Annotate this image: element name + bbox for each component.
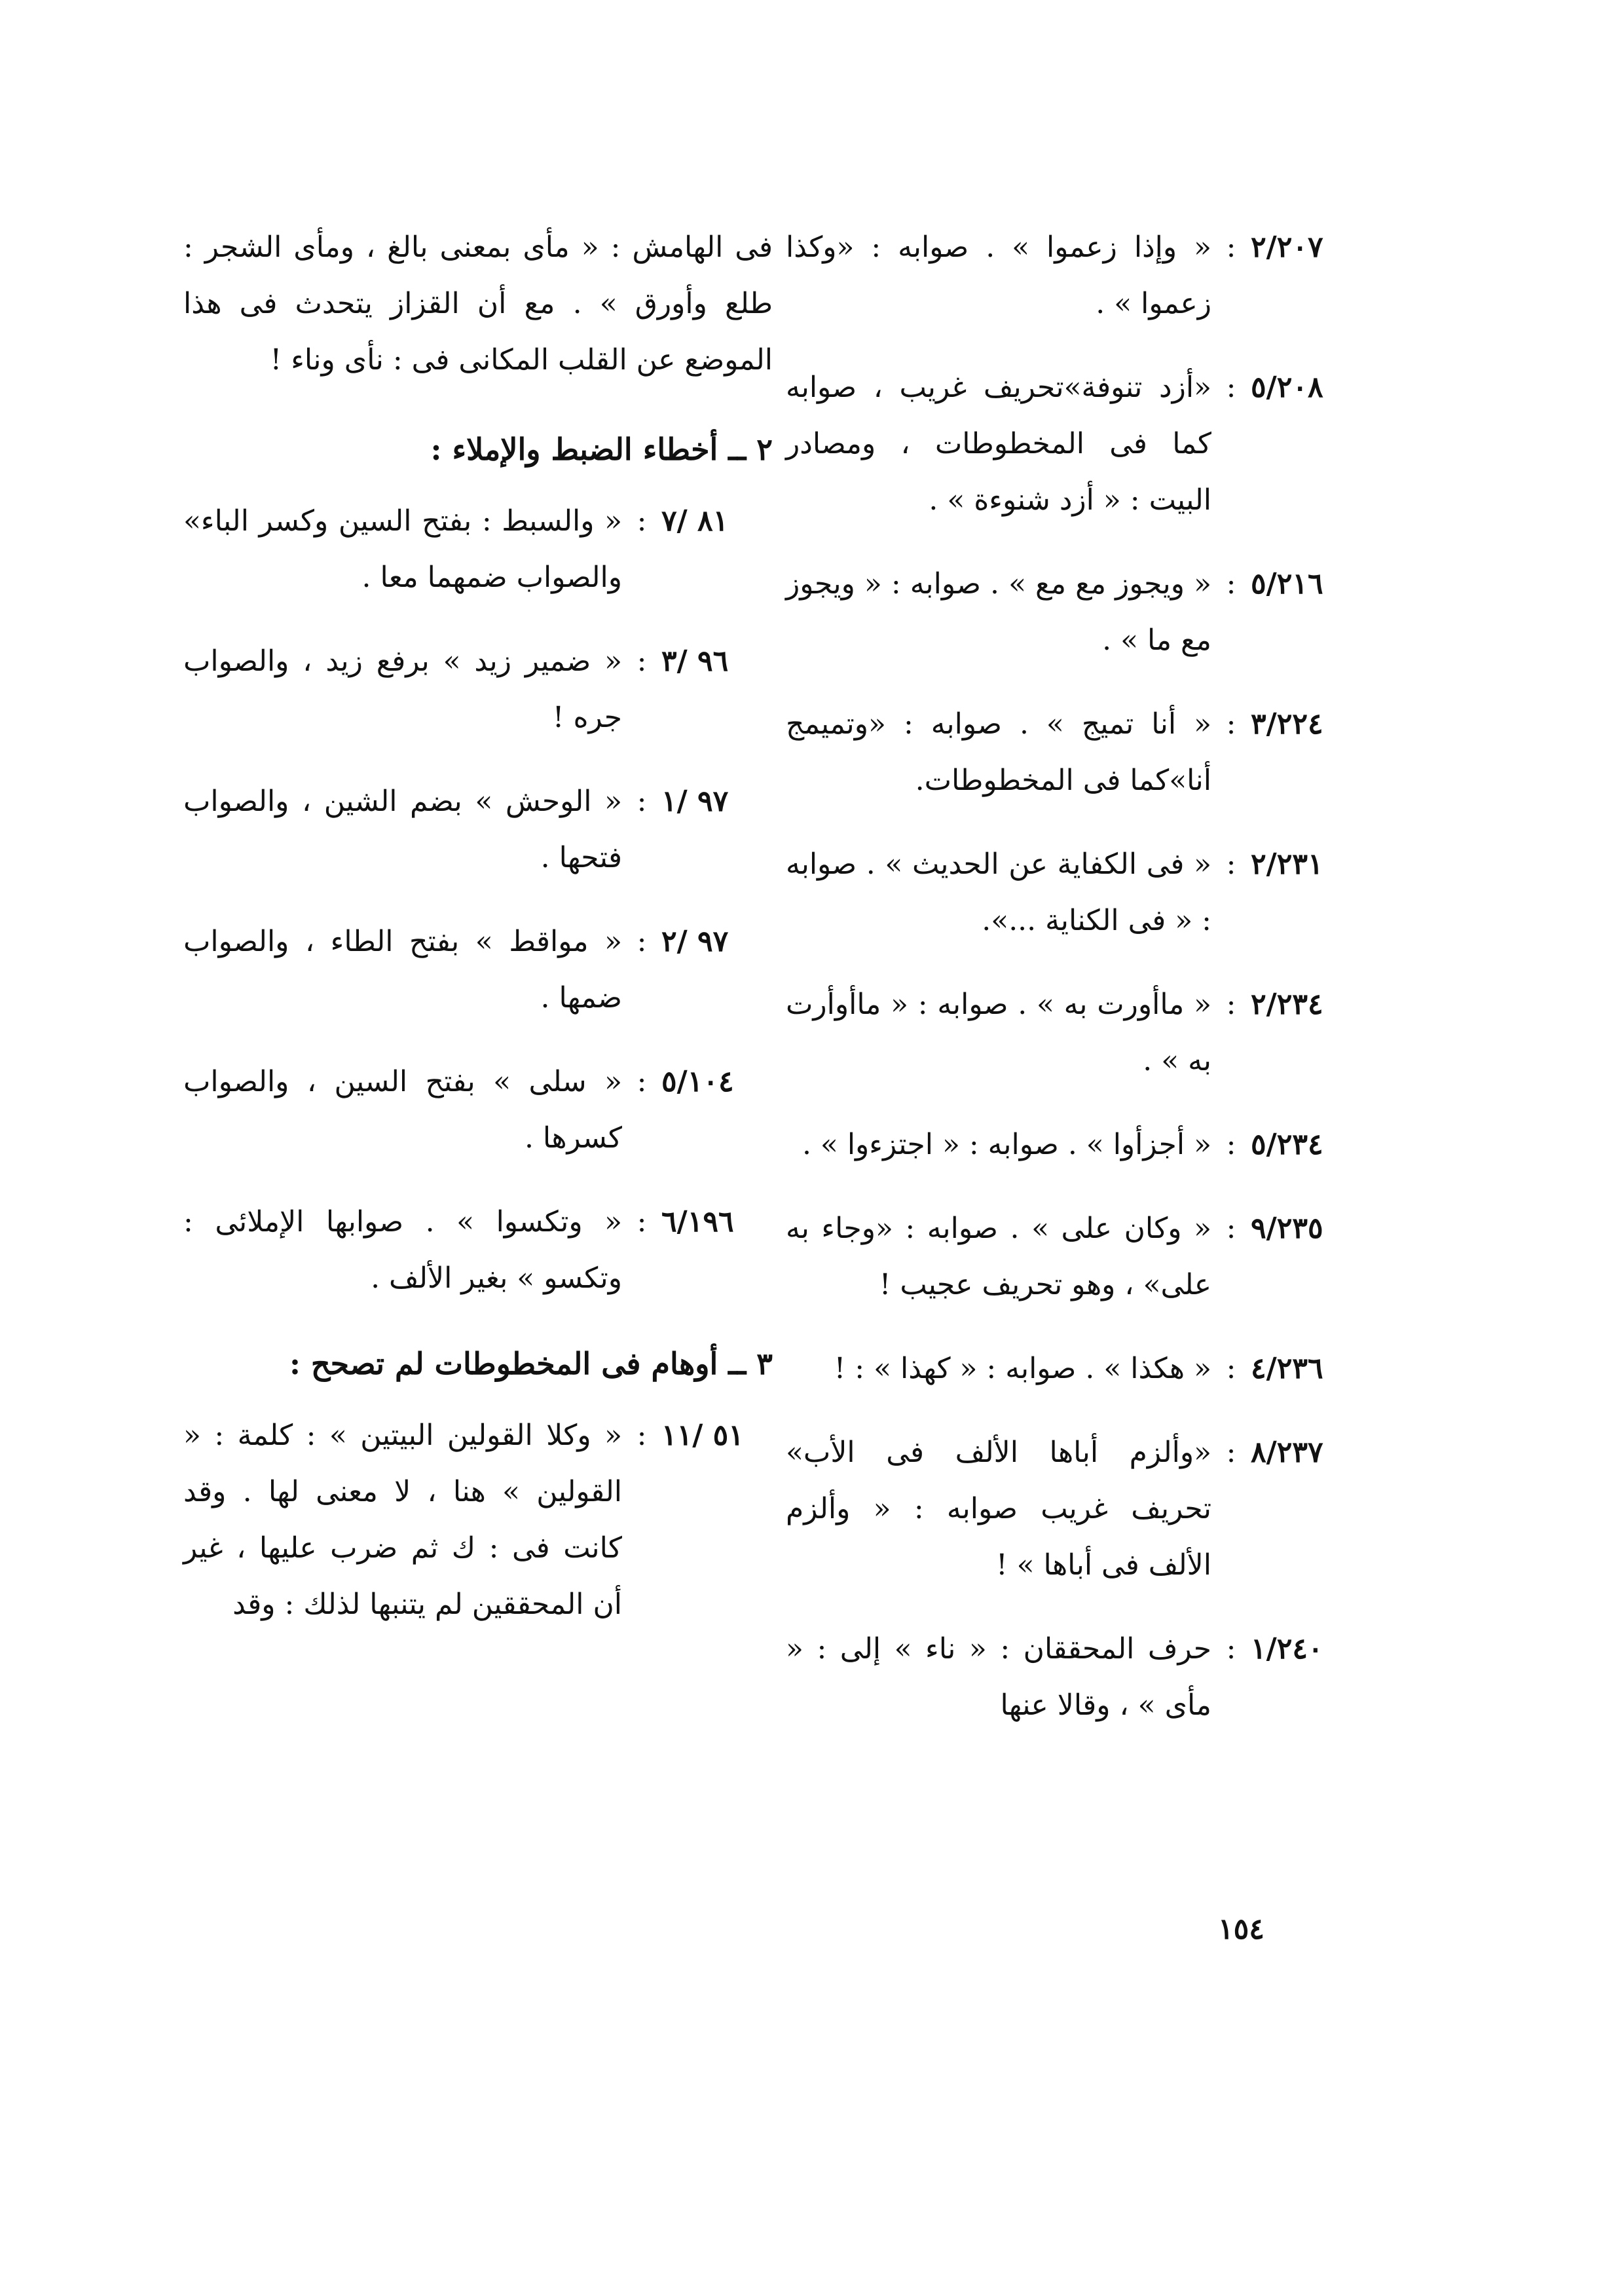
entry-ref: ١/٢٤٠ [1251, 1632, 1323, 1666]
entry-ref: ٥١ /١١ [661, 1419, 744, 1452]
entry-colon: : [1226, 1212, 1236, 1245]
entry-colon: : [637, 504, 647, 538]
list-item [786, 1201, 1362, 1313]
list-item [786, 696, 1362, 809]
entry-ref: ٩٧ /٢ [661, 925, 729, 958]
entry-text: « ضمير زيد » برفع زيد ، والصواب جره ! [183, 644, 622, 734]
list-item [786, 836, 1362, 949]
entry-ref: ٩٦ /٣ [661, 644, 729, 678]
page-number: ١٥٤ [1218, 1912, 1264, 1946]
list-item [183, 1194, 773, 1307]
entry-colon: : [1226, 988, 1236, 1021]
entry-text: « وكلا القولين البيتين » : كلمة : « القولين » هنا ، لا معنى لها . وقد كانت فى : ك ثم ضرب عليها ، غير أن المحققين لم يتنبها لذلك : وقد [183, 1419, 622, 1621]
section-heading: ٣ ــ أوهام فى المخطوطات لم تصحح : [289, 1346, 773, 1381]
entry-ref: ٨١ /٧ [661, 504, 729, 538]
entry-text: «أزد تنوفة»تحريف غريب ، صوابه كما فى المخطوطات ، ومصادر البيت : « أزد شنوءة » . [786, 371, 1211, 517]
list-item [786, 556, 1362, 669]
entry-text: « وتكسوا » . صوابها الإملائى : وتكسو » بغير الألف . [183, 1205, 622, 1295]
entry-ref: ٢/٢٣١ [1251, 848, 1323, 881]
right-column [786, 219, 1362, 1761]
entry-ref: ٢/٢٠٧ [1251, 231, 1323, 264]
entry-text: « أجزأوا » . صوابه : « اجتزءوا » . [802, 1128, 1211, 1161]
entry-text: « وكان على » . صوابه : «وجاء به على» ، وهو تحريف عجيب ! [786, 1212, 1211, 1301]
list-item [183, 914, 773, 1026]
entry-ref: ٤/٢٣٦ [1251, 1352, 1323, 1385]
entry-colon: : [637, 1205, 647, 1239]
entry-colon: : [1226, 848, 1236, 881]
entry-ref: ٥/٢٣٤ [1251, 1128, 1323, 1161]
list-item [183, 774, 773, 886]
entry-text: «وألزم أباها الألف فى الأب» تحريف غريب صوابه : « وألزم الألف فى أباها » ! [786, 1436, 1211, 1582]
entry-colon: : [1226, 567, 1236, 601]
list-item [786, 1425, 1362, 1594]
continuation-text: فى الهامش : « مأى بمعنى بالغ ، ومأى الشجر : طلع وأورق » . مع أن القزاز يتحدث فى هذا الموضع عن القلب المكانى فى : نأى وناء ! [183, 231, 773, 377]
entry-ref: ٥/٢١٦ [1251, 567, 1323, 601]
entry-text: « فى الكفاية عن الحديث » . صوابه : « فى الكناية ...». [786, 848, 1211, 937]
entry-text: « والسبط : بفتح السين وكسر الباء» والصواب ضمهما معا . [183, 504, 622, 594]
list-item [786, 1621, 1362, 1734]
entry-colon: : [1226, 707, 1236, 741]
entry-text: « الوحش » بضم الشين ، والصواب فتحها . [183, 785, 622, 874]
entry-ref: ٩/٢٣٥ [1251, 1212, 1323, 1245]
entry-text: حرف المحققان : « ناء » إلى : « مأى » ، وقالا عنها [786, 1632, 1211, 1722]
entry-colon: : [1226, 1352, 1236, 1385]
entry-text: « ويجوز مع مع » . صوابه : « ويجوز مع ما » . [786, 567, 1211, 657]
entry-colon: : [637, 644, 647, 678]
entry-ref: ٢/٢٣٤ [1251, 988, 1323, 1021]
entry-colon: : [1226, 1632, 1236, 1666]
entry-colon: : [637, 785, 647, 818]
list-item [786, 1117, 1362, 1173]
entry-ref: ٦/١٩٦ [661, 1205, 734, 1239]
entry-ref: ٩٧ /١ [661, 785, 729, 818]
section-heading: ٢ ــ أخطاء الضبط والإملاء : [430, 432, 773, 467]
entry-colon: : [637, 1419, 647, 1452]
list-item [786, 1341, 1362, 1397]
entry-ref: ٥/١٠٤ [661, 1065, 734, 1098]
list-item [183, 1408, 773, 1633]
entry-ref: ٨/٢٣٧ [1251, 1436, 1323, 1469]
entry-colon: : [1226, 371, 1236, 404]
entry-text: « وإذا زعموا » . صوابه : «وكذا زعموا » . [786, 231, 1211, 320]
list-item [183, 493, 773, 606]
left-column [183, 219, 773, 1660]
entry-text: « أنا تميج » . صوابه : «وتميمج أنا»كما فى المخطوطات. [786, 707, 1211, 797]
entry-colon: : [1226, 231, 1236, 264]
entry-ref: ٥/٢٠٨ [1251, 371, 1323, 404]
list-item [183, 633, 773, 746]
entry-text: « سلى » بفتح السين ، والصواب كسرها . [183, 1065, 622, 1155]
list-item [786, 977, 1362, 1089]
list-item [183, 1054, 773, 1166]
entry-colon: : [1226, 1128, 1236, 1161]
entry-text: « ماأورت به » . صوابه : « ماأوأرت به » . [786, 988, 1211, 1077]
list-item [786, 219, 1362, 332]
entry-text: « هكذا » . صوابه : « كهذا » : ! [834, 1352, 1211, 1385]
entry-ref: ٣/٢٢٤ [1251, 707, 1323, 741]
list-item [786, 360, 1362, 529]
entry-colon: : [1226, 1436, 1236, 1469]
entry-colon: : [637, 1065, 647, 1098]
entry-colon: : [637, 925, 647, 958]
entry-text: « مواقط » بفتح الطاء ، والصواب ضمها . [183, 925, 622, 1015]
